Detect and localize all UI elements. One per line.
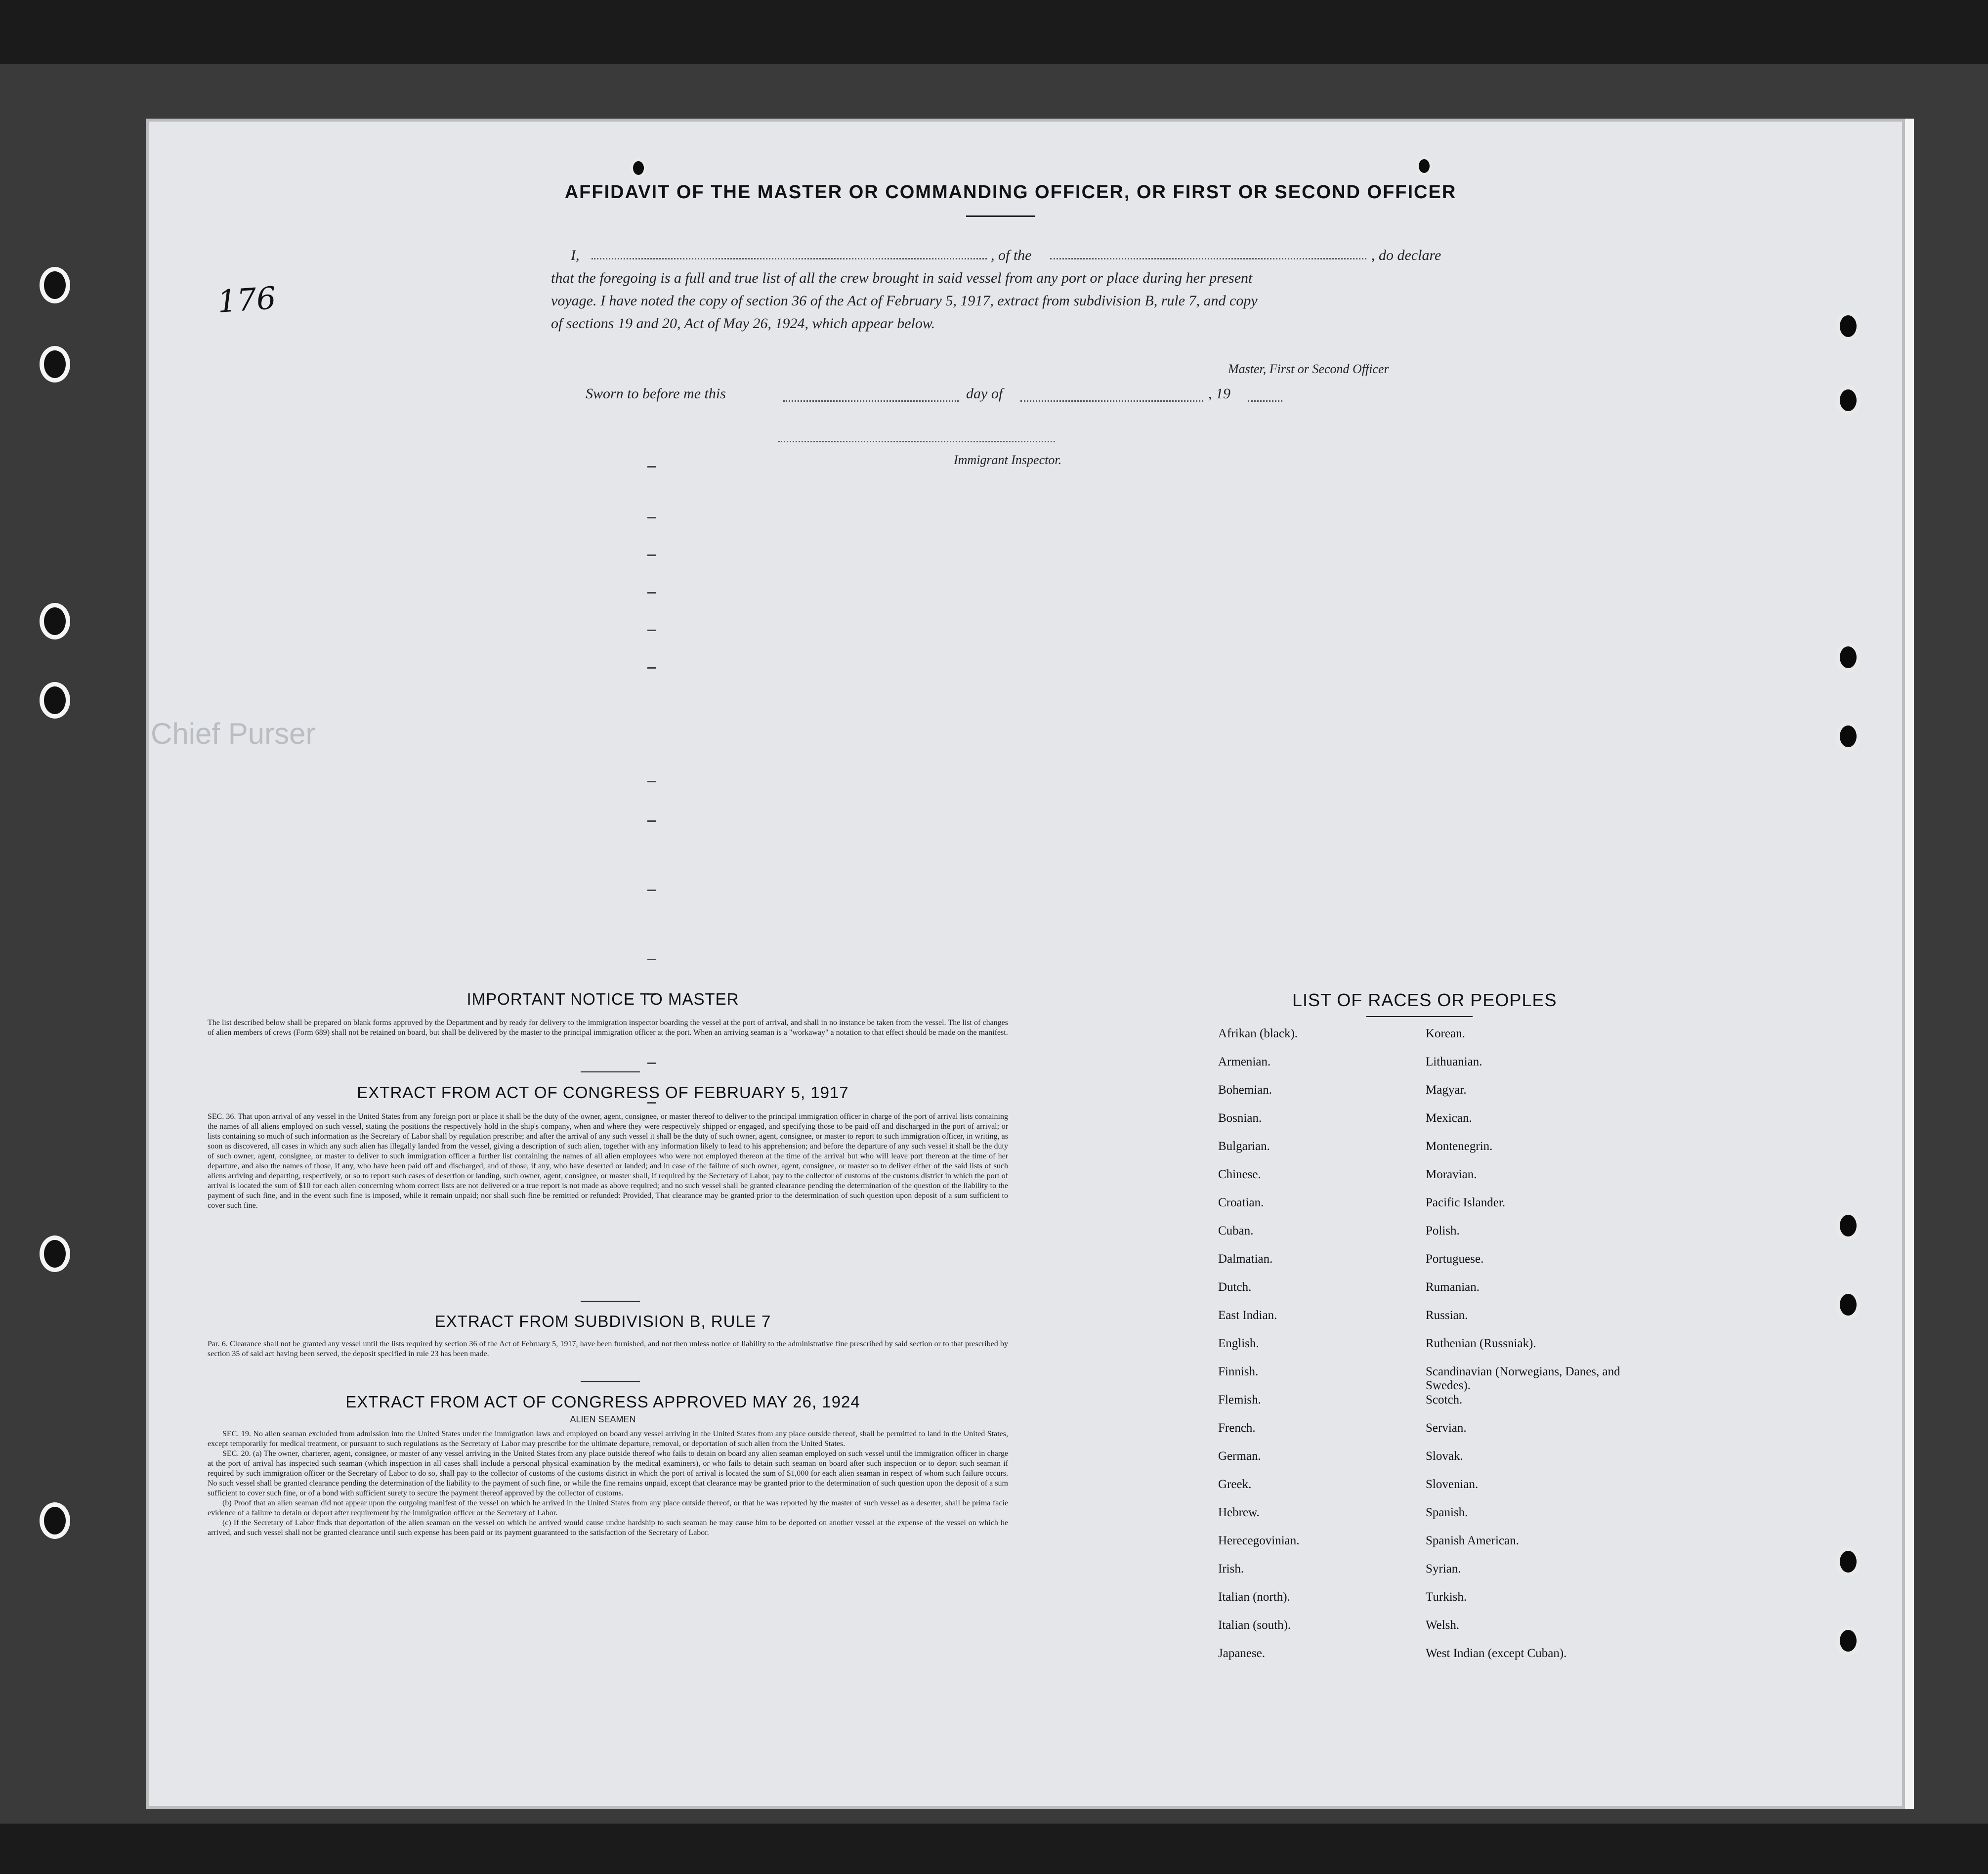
race-item: Spanish. bbox=[1426, 1506, 1468, 1519]
extract-1924-body bbox=[208, 1429, 1008, 1538]
affidavit-line-3: voyage. I have noted the copy of section 36 of the Act of February 5, 1917, extract from subdivision B, rule 7, and copy bbox=[551, 293, 1258, 309]
race-item: Greek. bbox=[1218, 1478, 1252, 1491]
name-blank bbox=[592, 258, 987, 259]
affidavit-line-2: that the foregoing is a full and true list of all the crew brought in said vessel from any port or place during her present bbox=[551, 270, 1253, 286]
punch-hole bbox=[1836, 311, 1861, 341]
affidavit-of-the: , of the bbox=[991, 247, 1032, 263]
notice-body: The list described below shall be prepared on blank forms approved by the Department and by ready for delivery to the immigration inspector boarding the vessel at the port of arrival, and shall in no instance be taken from the vessel. The list of changes of alien members of crews (Form 689) shall not be retained on board, but shall be delivered by the master to the principal immigration officer at the port. When an arriving seaman is a "workaway" a notation to that effect should be made on the manifest. bbox=[208, 1019, 1008, 1037]
affidavit-title: AFFIDAVIT OF THE MASTER OR COMMANDING OFFICER, OR FIRST OR SECOND OFFICER bbox=[564, 182, 1457, 203]
affidavit-body bbox=[551, 244, 1663, 335]
race-item: Italian (north). bbox=[1218, 1590, 1290, 1604]
race-item: Herecegovinian. bbox=[1218, 1534, 1300, 1547]
race-item: Dalmatian. bbox=[1218, 1252, 1273, 1266]
extract-1924-title: EXTRACT FROM ACT OF CONGRESS APPROVED MAY 26, 1924 bbox=[345, 1393, 860, 1411]
sworn-line bbox=[586, 385, 1574, 408]
bleed-through-mark bbox=[647, 781, 656, 782]
bleed-through-mark bbox=[647, 630, 656, 631]
punch-hole bbox=[1836, 722, 1861, 751]
bleed-through-mark bbox=[647, 667, 656, 669]
race-item: Flemish. bbox=[1218, 1393, 1261, 1406]
race-item: Polish. bbox=[1426, 1224, 1460, 1237]
notice-title: IMPORTANT NOTICE TO MASTER bbox=[466, 990, 739, 1008]
race-item: Rumanian. bbox=[1426, 1280, 1480, 1294]
year-blank bbox=[1248, 400, 1282, 402]
races-title-rule bbox=[1366, 1016, 1473, 1017]
race-item: Slovenian. bbox=[1426, 1478, 1479, 1491]
race-item: Pacific Islander. bbox=[1426, 1196, 1506, 1209]
punch-hole bbox=[630, 158, 647, 178]
binder-hole bbox=[40, 682, 70, 719]
race-item: Irish. bbox=[1218, 1562, 1244, 1576]
race-item: Bulgarian. bbox=[1218, 1140, 1270, 1153]
bleed-through-mark bbox=[647, 890, 656, 891]
race-item: Servian. bbox=[1426, 1421, 1467, 1435]
race-item: Cuban. bbox=[1218, 1224, 1254, 1237]
extract-rule7-title: EXTRACT FROM SUBDIVISION B, RULE 7 bbox=[434, 1312, 771, 1330]
race-item: Turkish. bbox=[1426, 1590, 1467, 1604]
extract-1924-subtitle: ALIEN SEAMEN bbox=[570, 1414, 636, 1424]
punch-hole bbox=[1836, 1211, 1861, 1240]
day-of-label: day of bbox=[966, 385, 1003, 402]
race-item: French. bbox=[1218, 1421, 1256, 1435]
bleed-through-mark bbox=[647, 466, 656, 468]
race-item: Bohemian. bbox=[1218, 1083, 1272, 1097]
sec-20-b: (b) Proof that an alien seaman did not appear upon the outgoing manifest of the vessel on which he arrived in the United States from any place outside thereof, or that he was reported by the master of such vessel as a deserter, shall be prima facie evidence of a failure to detain or deport after requirement by the immigration officer or the Secretary of Labor. bbox=[208, 1499, 1008, 1517]
bleed-through-mark bbox=[647, 517, 656, 518]
races-right-column bbox=[1426, 1027, 1633, 1675]
section-rule bbox=[581, 1381, 640, 1382]
race-item: Italian (south). bbox=[1218, 1618, 1291, 1632]
races-title: LIST OF RACES OR PEOPLES bbox=[1292, 990, 1557, 1010]
document-page bbox=[146, 119, 1914, 1809]
bleed-through-mark bbox=[647, 959, 656, 960]
race-item: Russian. bbox=[1426, 1309, 1468, 1322]
race-item: Spanish American. bbox=[1426, 1534, 1519, 1547]
race-item: Slovak. bbox=[1426, 1449, 1463, 1463]
affidavit-line-1 bbox=[551, 244, 1663, 267]
race-item: West Indian (except Cuban). bbox=[1426, 1647, 1567, 1660]
race-item: Dutch. bbox=[1218, 1280, 1252, 1294]
affidavit-line-4: of sections 19 and 20, Act of May 26, 1924, which appear below. bbox=[551, 315, 935, 332]
bleed-through-mark bbox=[647, 554, 656, 556]
title-rule bbox=[966, 215, 1035, 217]
punch-hole bbox=[1836, 1626, 1861, 1656]
month-blank bbox=[1020, 400, 1203, 402]
race-item: Japanese. bbox=[1218, 1647, 1266, 1660]
day-blank bbox=[783, 400, 959, 402]
inspector-label: Immigrant Inspector. bbox=[954, 453, 1062, 467]
race-item: Montenegrin. bbox=[1426, 1140, 1493, 1153]
binder-hole bbox=[40, 1502, 70, 1539]
race-item: Croatian. bbox=[1218, 1196, 1264, 1209]
bleed-through-stamp: Chief Purser bbox=[151, 717, 316, 750]
binder-hole bbox=[40, 1235, 70, 1272]
race-item: Afrikan (black). bbox=[1218, 1027, 1298, 1040]
affidavit-i: I, bbox=[571, 247, 580, 263]
race-item: Syrian. bbox=[1426, 1562, 1461, 1576]
race-item: Hebrew. bbox=[1218, 1506, 1260, 1519]
race-item: Chinese. bbox=[1218, 1168, 1261, 1181]
races-left-column bbox=[1218, 1027, 1416, 1675]
race-item: East Indian. bbox=[1218, 1309, 1277, 1322]
binder-hole bbox=[40, 267, 70, 303]
race-item: Scotch. bbox=[1426, 1393, 1463, 1406]
punch-hole bbox=[1836, 1290, 1861, 1320]
sec-20-a: SEC. 20. (a) The owner, charterer, agent, consignee, or master of any vessel arriving in the United States from any place outside thereof who fails to detain on board any alien seaman employed on such vessel until the immigration officer in charge at the port of arrival has inspected such seaman (which inspection in all cases shall include a personal physical examination by the medical examiners), or who fails to detain such seaman on board after such inspection or to deport such seaman if required by such immigration officer or the Secretary of Labor to do so, shall pay to the collector of customs of the customs district in which the port of arrival is located the sum of $1,000 for each alien seaman in respect of whom such failure occurs. No such vessel shall be granted clearance pending the determination of the liability to the payment of such fine, or while the fine remains unpaid, except that clearance may be granted prior to the determination of such question upon the deposit of a sum sufficient to cover such fine, or of a bond with sufficient surety to secure the payment thereof approved by the collector of customs. bbox=[208, 1449, 1008, 1497]
race-item: Scandinavian (Norwegians, Danes, and Swedes). bbox=[1426, 1365, 1620, 1392]
extract-rule7-body: Par. 6. Clearance shall not be granted any vessel until the lists required by section 36 of the Act of February 5, 1917, have been furnished, and not then unless notice of liability to the administrative fine prescribed by said section or to that prescribed by section 35 of said act having been served, the deposit specified in rule 23 has been made. bbox=[208, 1340, 1008, 1358]
race-item: Portuguese. bbox=[1426, 1252, 1484, 1266]
race-item: Welsh. bbox=[1426, 1618, 1460, 1632]
race-item: Mexican. bbox=[1426, 1111, 1472, 1125]
race-item: German. bbox=[1218, 1449, 1261, 1463]
master-signature-label: Master, First or Second Officer bbox=[1228, 362, 1389, 376]
race-item: Magyar. bbox=[1426, 1083, 1467, 1097]
race-item: English. bbox=[1218, 1337, 1259, 1350]
race-item: Finnish. bbox=[1218, 1365, 1259, 1378]
inspector-signature-line bbox=[778, 441, 1055, 442]
sec-19: SEC. 19. No alien seaman excluded from admission into the United States under the immigration laws and employed on board any vessel arriving in the United States from any place outside thereof, shall be permitted to land in the United States, except temporarily for medical treatment, or pursuant to such regulations as the Secretary of Labor may prescribe for the ultimate departure, removal, or deportation of such alien from the United States. bbox=[208, 1430, 1008, 1448]
punch-hole bbox=[1836, 1547, 1861, 1576]
punch-hole bbox=[1416, 156, 1433, 176]
extract-1917-body: SEC. 36. That upon arrival of any vessel in the United States from any foreign port or place it shall be the duty of the owner, agent, consignee, or master thereof to deliver to the principal immigration officer in charge of the port of arrival lists containing the names of all aliens employed on such vessel, stating the positions the respectively hold in the ship's company, when and where they were respectively shipped or engaged, and specifying those to be paid off and discharged in the port of arrival; or lists containing so much of such information as the Secretary of Labor shall by regulation prescribe; and after the arrival of any such vessel it shall be the duty of such owner, agent, consignee, or master to report to such immigration officer, in writing, as soon as discovered, all cases in which any such alien has illegally landed from the vessel, giving a description of such alien, together with any information likely to lead to his apprehension; and before the departure of any such vessel it shall be the duty of such owner, agent, consignee, or master to deliver to such immigration officer a further list containing the names of all alien employees who were not employed thereon at the time of the arrival but who will leave port thereon at the time of her departure, and also the names of those, if any, who have been paid off and discharged, and of those, if any, who have deserted or landed; and in case of the failure of such owner, agent, consignee, or master so to deliver either of the said lists of such aliens arriving and departing, respectively, or so to report such cases of desertion or landing, such owner, agent, consignee, or master shall, if required by the Secretary of Labor, pay to the collector of customs of the customs district in which the port of arrival is located the sum of $10 for each alien concerning whom correct lists are not delivered or a true report is not made as above required; and no such vessel shall be granted clearance pending the determination of the question of the liability to the payment of such fine, and in the event such fine is imposed, while it remain unpaid; nor shall such fine be remitted or refunded: Provided, That clearance may be granted prior to the determination of such question upon deposit of a sum sufficient to cover such fine. bbox=[208, 1112, 1008, 1210]
punch-hole bbox=[1836, 642, 1861, 672]
vessel-blank bbox=[1050, 258, 1366, 259]
sec-20-c: (c) If the Secretary of Labor finds that deportation of the alien seaman on the vessel on which he arrived would cause undue hardship to such seaman he may cause him to be deported on another vessel at the expense of the vessel on which he arrived, and such vessel shall not be granted clearance until such expense has been paid or its payment guaranteed to the satisfaction of the Secretary of Labor. bbox=[208, 1519, 1008, 1537]
bleed-through-mark bbox=[647, 592, 656, 594]
binder-hole bbox=[40, 346, 70, 383]
bleed-through-mark bbox=[647, 1102, 656, 1104]
affidavit-do-declare: , do declare bbox=[1371, 247, 1441, 263]
bleed-through-mark bbox=[647, 1063, 656, 1064]
punch-hole bbox=[1836, 385, 1861, 415]
binder-hole bbox=[40, 603, 70, 639]
race-item: Bosnian. bbox=[1218, 1111, 1262, 1125]
sworn-label: Sworn to before me this bbox=[586, 385, 726, 402]
race-item: Moravian. bbox=[1426, 1168, 1477, 1181]
race-item: Korean. bbox=[1426, 1027, 1465, 1040]
year-label: , 19 bbox=[1208, 385, 1230, 402]
race-item: Armenian. bbox=[1218, 1055, 1271, 1068]
section-rule bbox=[581, 1071, 640, 1072]
handwritten-page-number: 176 bbox=[216, 279, 277, 320]
section-rule bbox=[581, 1301, 640, 1302]
bleed-through-mark bbox=[647, 820, 656, 822]
race-item: Ruthenian (Russniak). bbox=[1426, 1337, 1536, 1350]
extract-1917-title: EXTRACT FROM ACT OF CONGRESS OF FEBRUARY 5, 1917 bbox=[357, 1083, 849, 1102]
race-item: Lithuanian. bbox=[1426, 1055, 1482, 1068]
